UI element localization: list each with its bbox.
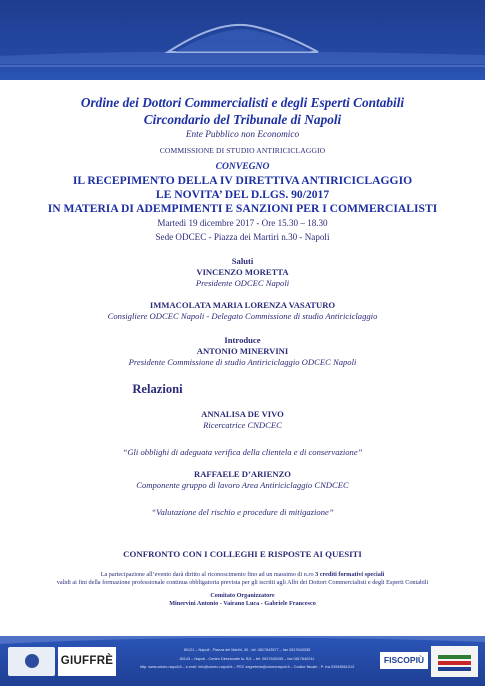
flyer-content [0,80,485,607]
footer-address-line1: 80121 – Napoli - Piazza dei Martiri, 30 - tel. 0817643577 – fax 0817643335 [183,648,311,652]
commission-label: COMMISSIONE DI STUDIO ANTIRICICLAGGIO [159,146,326,155]
org-name-line1: Ordine dei Dottori Commercialisti e degli Esperti Contabili [80,95,405,110]
footer-contacts [118,646,376,672]
event-title-line2: LE NOVITA’ DEL D.LGS. 90/2017 [155,188,330,201]
event-title-line3: IN MATERIA DI ADEMPIMENTI E SANZIONI PER I COMMERCIALISTI [47,202,438,215]
footer-band [0,636,485,686]
speaker-name: ANNALISA DE VIVO [201,409,284,419]
introduce-heading: Introduce [224,335,261,345]
sponsor-logo [431,646,478,677]
event-date: Martedì 19 dicembre 2017 - Ore 15.30 – 18.30 [157,218,328,228]
credits-line2: validi ai fini della formazione professionale continua obbligatoria prevista per gli iscritti agli Albi dei Dottori Commercialisti e degli Esperti Contabili [56,579,429,586]
speaker-name: IMMACOLATA MARIA LORENZA VASATURO [149,300,336,310]
speaker-role: Consigliere ODCEC Napoli - Delegato Commissione di studio Antiriciclaggio [107,311,378,321]
speaker-role: Ricercatrice CNDCEC [203,420,282,430]
giuffre-logo: GIUFFRÈ [58,647,116,676]
footer-web-line: http: www.odcec.napoli.it – e-mail: info@odcec.napoli.it – PEC segreteria@odcecnapoli.it – Codice fiscale - P. Iva 03945561213 [139,665,355,669]
speaker-name: VINCENZO MORETTA [196,267,289,277]
speaker-name: ANTONIO MINERVINI [196,346,289,356]
confronto-heading: CONFRONTO CON I COLLEGHI E RISPOSTE AI QUESITI [123,549,362,559]
odcec-logo [8,647,55,676]
footer-address-line2: 80143 – Napoli - Centro Direzionale Is. B/1 – tel. 0817640155 – fax 0817640211 [179,656,315,661]
event-venue: Sede ODCEC - Piazza dei Martiri n.30 - Napoli [155,232,330,242]
relazioni-heading: Relazioni [132,382,183,396]
speaker-name: RAFFAELE D’ARIENZO [193,469,291,479]
speaker-role: Presidente ODCEC Napoli [195,278,290,288]
saluti-heading: Saluti [231,256,254,266]
committee-heading: Comitato Organizzatore [210,592,275,599]
credits-line1: La partecipazione all’evento darà diritto al riconoscimento fino ad un massimo di n.ro 3 crediti formativi speciali [100,571,385,578]
ente-label: Ente Pubblico non Economico [185,130,300,140]
header-band [0,0,485,80]
speaker-role: Presidente Commissione di studio Antiriciclaggio ODCEC Napoli [128,357,357,367]
talk-topic: “Valutazione del rischio e procedure di mitigazione” [151,507,334,517]
event-title-line1: IL RECEPIMENTO DELLA IV DIRETTIVA ANTIRICICLAGGIO [72,174,413,187]
event-type: CONVEGNO [215,161,270,172]
talk-topic: “Gli obblighi di adeguata verifica della clientela e di conservazione” [122,447,363,457]
speaker-role: Componente gruppo di lavoro Area Antiriciclaggio CNDCEC [136,480,349,490]
committee-members: Minervini Antonio - Vairano Luca - Gabriele Francesco [169,600,316,607]
header-logo-graphic [0,0,485,80]
org-name-line2: Circondario del Tribunale di Napoli [143,112,342,127]
fiscopiu-logo: FISCOPIÙ [380,652,428,669]
